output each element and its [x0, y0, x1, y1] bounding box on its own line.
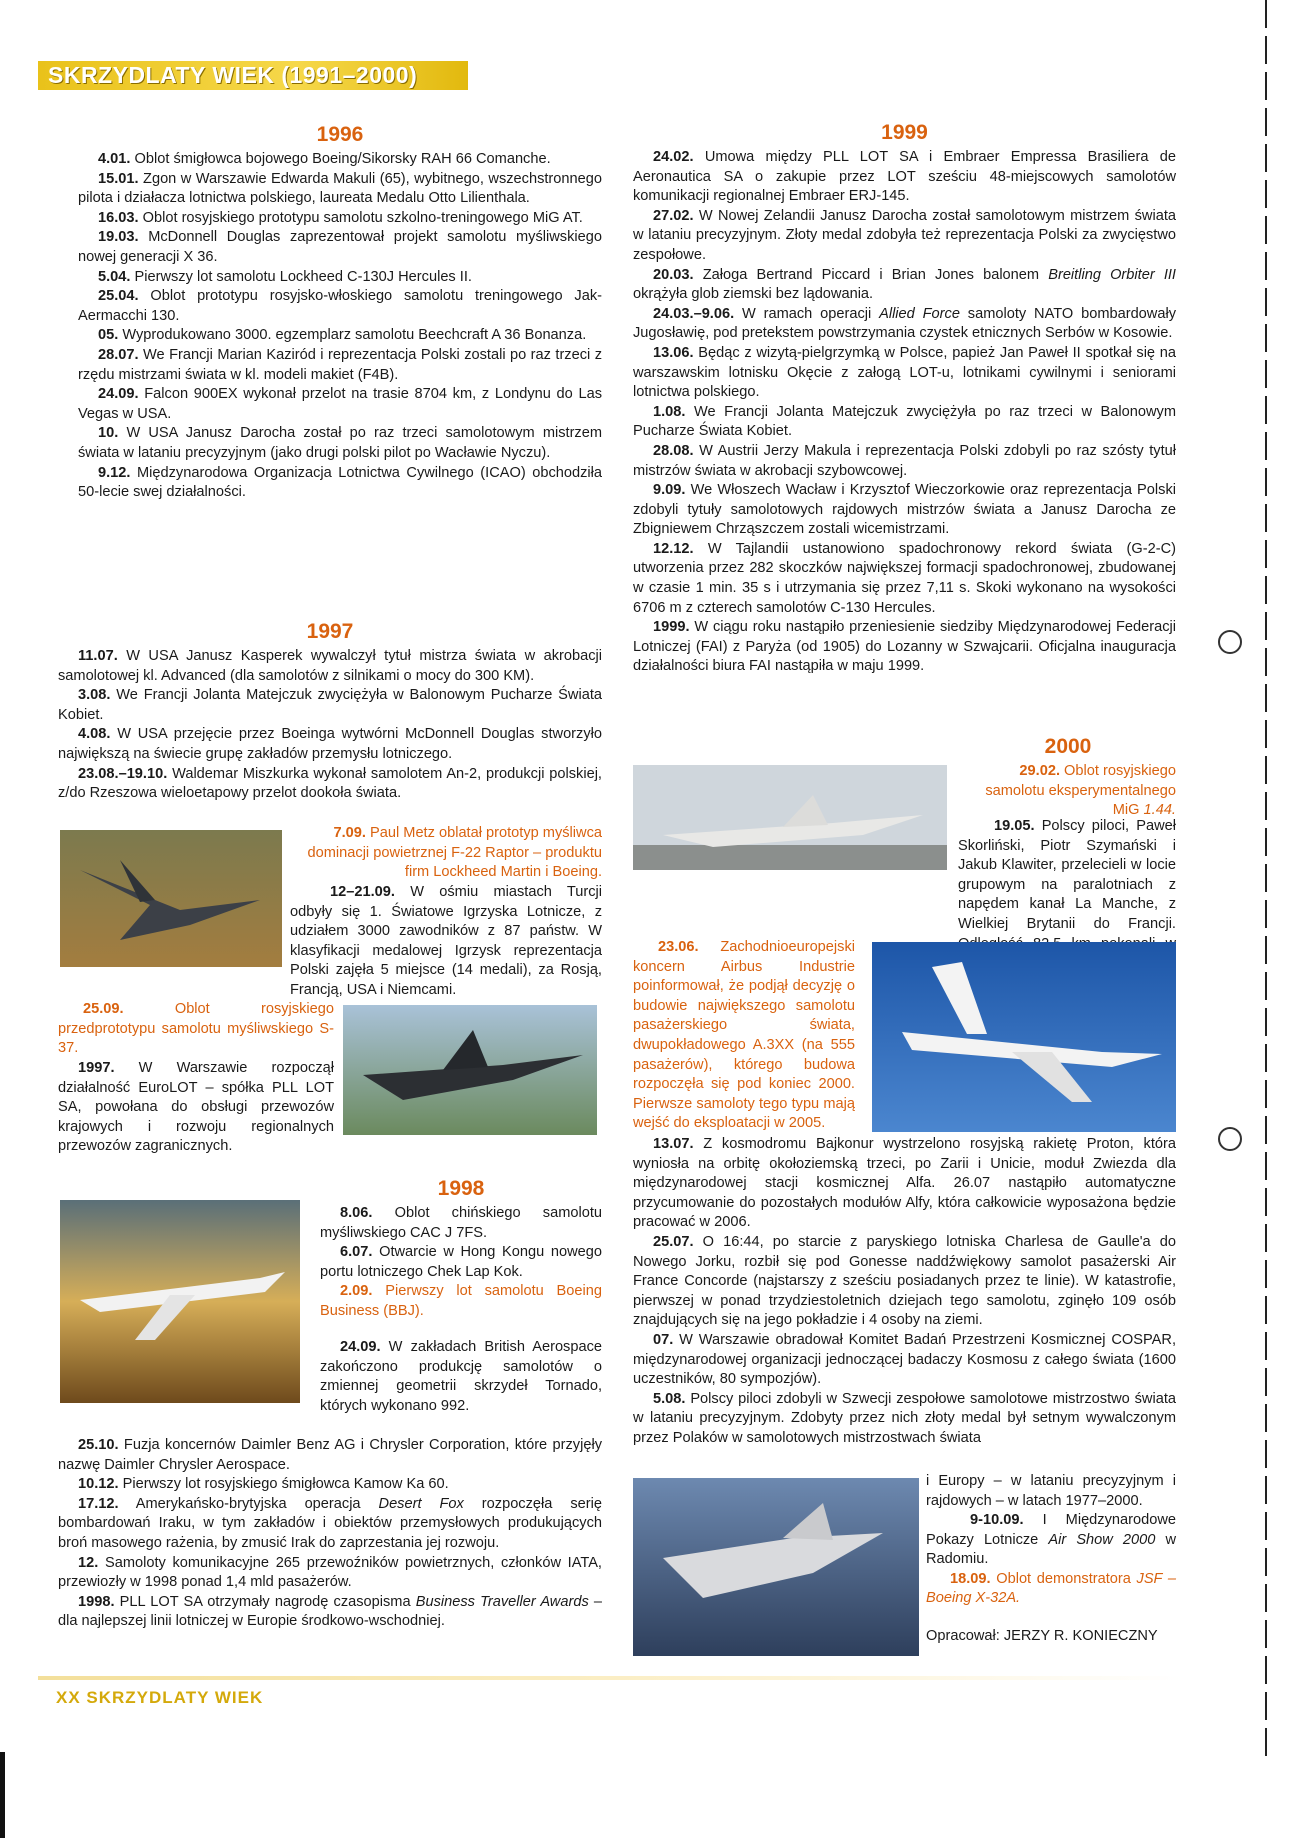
year-heading-2000: 2000: [1044, 735, 1092, 758]
timeline-entry: 27.02. W Nowej Zelandii Janusz Darocha został samolotowym mistrzem świata w lataniu precyzyjnym. Złoty medal zdobyła też reprezentacja Polski za zwycięstwo zespołowe.: [633, 207, 1176, 263]
s37-photo: [343, 1005, 597, 1135]
column-2000: [633, 1135, 1176, 1449]
timeline-entry: 9.09. We Włoszech Wacław i Krzysztof Wieczorkowie oraz reprezentacja Polski zdobyli tytuły samolotowych rajdowych mistrzów świata a Janusz Darocha ze Zbigniewem Chrząszczem zostali wicemistrzami.: [633, 482, 1176, 538]
timeline-entry: 23.08.–19.10. Waldemar Miszkurka wykonał samolotem An-2, produkcji polskiej, z/do Rzeszowa wieloetapowy przelot dookoła świata.: [58, 765, 602, 802]
year-heading-1997: 1997: [306, 620, 354, 643]
timeline-entry: 25.04. Oblot prototypu rosyjsko-włoskiego samolotu treningowego Jak-Aermacchi 130.: [78, 288, 602, 324]
timeline-entry: 5.08. Polscy piloci zdobyli w Szwecji zespołowe samolotowe mistrzostwo świata w lataniu precyzyjnym. Zdobyty przez nich złoty medal był setnym wywalczonym przez Polaków w samolotowych mistrzostwach świata: [633, 1390, 1176, 1446]
timeline-entry: 3.08. We Francji Jolanta Matejczuk zwyciężyła w Balonowym Pucharze Świata Kobiet.: [58, 687, 602, 723]
timeline-entry: 11.07. W USA Janusz Kasperek wywalczył tytuł mistrza świata w akrobacji samolotowej kl. Advanced (dla samolotów z silnikami o mocy do 300 KM).: [58, 648, 602, 684]
boeing-x32a-photo: [633, 1478, 919, 1656]
europe-tail: i Europy – w lataniu precyzyjnym i rajdowych – w latach 1977–2000.: [926, 1473, 1176, 1509]
s37-caption: 25.09. Oblot rosyjskiego przedprototypu samolotu myśliwskiego S-37.: [58, 1001, 334, 1057]
timeline-entry: 13.07. Z kosmodromu Bajkonur wystrzelono rosyjską rakietę Proton, która wyniosła na orbitę okołoziemską trzeci, po Zarii i Unicie, moduł Zwiezda dla międzynarodowej stacji kosmicznej Alfa. 26.07 nastąpiło automatyczne przycumowanie do pozostałych modułów Alfy, która całkowicie wyposażona będzie pracować w 2006.: [633, 1136, 1176, 1231]
timeline-entry: 10.12. Pierwszy lot rosyjskiego śmigłowca Kamow Ka 60.: [78, 1476, 449, 1493]
airshow-entry: 9-10.09. I Międzynarodowe Pokazy Lotnicze Air Show 2000 w Radomiu. 18.09. Oblot demonstratora JSF – Boeing X-32A.: [926, 1512, 1176, 1607]
timeline-entry: 24.03.–9.06. W ramach operacji Allied Force samoloty NATO bombardowały Jugosławię, pod pretekstem powstrzymania czystek etnicznych Serbów w Kosowie.: [633, 305, 1176, 342]
timeline-entry: 16.03. Oblot rosyjskiego prototypu samolotu szkolno-treningowego MiG AT.: [98, 209, 583, 226]
column-2000-head: 2000 29.02. Oblot rosyjskiego samolotu eksperymentalnego MiG 1.44.: [960, 734, 1176, 821]
channel-entry: 19.05. Polscy piloci, Paweł Skorliński, Piotr Szymański i Jakub Klawiter, przelecieli w locie grupowym na paralotniach z napędem kanał La Manche, z Wielkiej Brytanii do Francji.: [958, 818, 1176, 932]
timeline-entry: 10. W USA Janusz Darocha został po raz trzeci samolotowym mistrzem świata w lataniu precyzyjnym (jako drugi polski pilot po Wacławie Nyczu).: [78, 425, 602, 461]
timeline-entry: 19.03. McDonnell Douglas zaprezentował projekt samolotu myśliwskiego nowej generacji X 36.: [78, 229, 602, 265]
column-1997: [58, 619, 602, 804]
timeline-entry: 1.08. We Francji Jolanta Matejczuk zwyciężyła po raz trzeci w Balonowym Pucharze Świata Kobiet.: [633, 403, 1176, 440]
timeline-entry: 24.09. Falcon 900EX wykonał przelot na trasie 8704 km, z Londynu do Las Vegas w USA.: [78, 386, 602, 422]
tornado-entry: 24.09. W zakładach British Aerospace zakończono produkcję samolotów o zmiennej geometrii skrzydeł Tornado, których wykonano 992.: [320, 1339, 602, 1414]
footer-rule: [38, 1676, 1183, 1680]
timeline-entry: 4.08. W USA przejęcie przez Boeinga wytwórni McDonnell Douglas stworzyło największą na świecie grupę zakładów przemysłu lotniczego.: [58, 726, 602, 762]
timeline-entry: 25.07. O 16:44, po starcie z paryskiego lotniska Charlesa de Gaulle'a do Nowego Jorku, rozbił się pod Gonesse naddźwiękowy samolot pasażerski Air France Concorde (najstarszy z sześciu posiadanych przez te linie). W katastrofie, pierwszej w ponad trzydziestoletnich dziejach tego samolotu, zginęło 109 osób znajdujących się na jego pokładzie i 4 osoby na ziemi.: [633, 1233, 1176, 1329]
banner-title: SKRZYDLATY WIEK (1991–2000): [48, 62, 418, 88]
timeline-entry: 1998. PLL LOT SA otrzymały nagrodę czasopisma Business Traveller Awards – dla najlepszej linii lotniczej w Europie środkowo-wschodniej.: [58, 1593, 602, 1630]
page-edge-line: [1265, 0, 1267, 1760]
timeline-entry: 4.01. Oblot śmigłowca bojowego Boeing/Sikorsky RAH 66 Comanche.: [98, 151, 551, 167]
eurolot-entry: 1997. W Warszawie rozpoczął działalność EuroLOT – spółka PLL LOT SA, powołana do obsługi przewozów krajowych i rozwoju regionalnych przewozów zagranicznych.: [58, 1060, 334, 1155]
timeline-entry: 25.10. Fuzja koncernów Daimler Benz AG i Chrysler Corporation, które przyjęły nazwę Daimler Chrysler Aerospace.: [58, 1437, 602, 1473]
author-credit: Opracował: JERZY R. KONIECZNY: [926, 1628, 1158, 1644]
timeline-entry: 8.06. Oblot chińskiego samolotu myśliwskiego CAC J 7FS.: [320, 1205, 602, 1241]
punch-hole-top: [1218, 630, 1242, 654]
airbus-a3xx-photo: [872, 942, 1176, 1132]
year-heading-1999: 1999: [881, 121, 928, 144]
timeline-entry: 24.02. Umowa między PLL LOT SA i Embraer Empressa Brasiliera de Aeronautica SA o zakupie przez LOT sześciu 48-miejscowych samolotów komunikacji regionalnej Embraer ERJ-145.: [633, 149, 1176, 205]
footer-label: XX SKRZYDLATY WIEK: [56, 1688, 264, 1707]
timeline-entry: 5.04. Pierwszy lot samolotu Lockheed C-130J Hercules II.: [98, 268, 472, 285]
timeline-entry: 12.12. W Tajlandii ustanowiono spadochronowy rekord świata (G-2-C) utworzenia przez 282 skoczków największej formacji spadochronowej, zbudowanej w czasie 1 min. 35 s i utrzymania się przez 7,11 s. Skoki wykonano na wysokości 6706 m z czterech samolotów C-130 Hercules.: [633, 540, 1176, 616]
column-1998-side: 1998 8.06. Oblot chińskiego samolotu myśliwskiego CAC J 7FS. 6.07. Otwarcie w Hong Kongu nowego portu lotniczego Chek Lap Kok. 2.09. Pierwszy lot samolotu Boeing Business (BBJ).: [320, 1177, 602, 1319]
timeline-entry: 28.07. We Francji Marian Kaziród i reprezentacja Polski zostali po raz trzeci z rzędu mistrzami świata w kl. modeli makiet (F4B).: [78, 346, 602, 383]
section-banner: [38, 61, 468, 90]
timeline-entry: 15.01. Zgon w Warszawie Edwarda Makuli (65), wybitnego, wszechstronnego pilota i działacza lotnictwa polskiego, laureata Medalu Otto Lilienthala.: [78, 170, 602, 207]
timeline-entry: 9.12. Międzynarodowa Organizacja Lotnictwa Cywilnego (ICAO) obchodziła 50-lecie swej działalności.: [78, 464, 602, 501]
olympics-entry: 12–21.09. W ośmiu miastach Turcji odbyły się 1. Światowe Igrzyska Lotnicze, z udziałem 3000 zawodników z 87 państw. W klasyfikacji medalowej Igrzysk reprezentacja Polski zajęła 5 miejsce (14 medali), za Rosją, Francją, USA i Niemcami.: [290, 884, 602, 998]
timeline-entry: 20.03. Załoga Bertrand Piccard i Brian Jones balonem Breitling Orbiter III okrążyła glob ziemski bez lądowania.: [633, 266, 1176, 303]
column-1998: [58, 1436, 602, 1632]
scan-edge: [0, 1752, 5, 1838]
airbus-caption: 23.06. Zachodnioeuropejski koncern Airbus Industrie poinformował, że podjął decyzję o budowie największego samolotu pasażerskiego świata, dwupokładowego A.3XX (na 555 pasażerów), którego budowa rozpoczęła się pod koniec 2000. Pierwsze samoloty tego typu mają wejść do eksploatacji w 2005.: [633, 939, 855, 1132]
timeline-entry: 05. Wyprodukowano 3000. egzemplarz samolotu Beechcraft A 36 Bonanza.: [98, 327, 587, 344]
column-1999: [633, 120, 1176, 677]
timeline-entry: 07. W Warszawie obradował Komitet Badań Przestrzeni Kosmicznej COSPAR, międzynarodowej organizacji jednoczącej badaczy Kosmosu z całego świata (1600 uczestników, 80 sympozjów).: [633, 1331, 1176, 1388]
year-heading-1996: 1996: [316, 123, 364, 146]
timeline-entry: 1999. W ciągu roku nastąpiło przeniesienie siedziby Międzynarodowej Federacji Lotniczej (FAI) z Paryża (od 1905) do Lozanny w Szwajcarii. Oficjalna inauguracja działalności biura FAI nastąpiła w maju 1999.: [633, 619, 1176, 675]
timeline-entry: 28.08. W Austrii Jerzy Makula i reprezentacja Polski zdobyli po raz szósty tytuł mistrzów świata w akrobacji szybowcowej.: [633, 442, 1176, 479]
timeline-entry: 12. Samoloty komunikacyjne 265 przewoźników powietrznych, członków IATA, przewiozły w 1998 ponad 1,4 mld pasażerów.: [58, 1554, 602, 1591]
raptor-caption: 7.09. Paul Metz oblatał prototyp myśliwca dominacji powietrznej F-22 Raptor – produktu firm Lockheed Martin i Boeing.: [307, 825, 602, 881]
timeline-entry: 6.07. Otwarcie w Hong Kongu nowego portu lotniczego Chek Lap Kok.: [320, 1244, 602, 1280]
timeline-entry: 13.06. Będąc z wizytą-pielgrzymką w Polsce, papież Jan Paweł II spotkał się na warszawskim lotnisku Okęcie z załogą LOT-u, lotnikami cywilnymi i seniorami lotnictwa polskiego.: [633, 344, 1176, 401]
punch-hole-bottom: [1218, 1127, 1242, 1151]
column-1996: [78, 122, 602, 503]
year-heading-1998: 1998: [437, 1177, 485, 1200]
timeline-entry: 17.12. Amerykańsko-brytyjska operacja Desert Fox rozpoczęła serię bombardowań Iraku, w tym zakładów i obiektów przemysłowych produkujących broń masowego rażenia, by zmusić Irak do zaprzestania jej rozwoju.: [58, 1495, 602, 1551]
